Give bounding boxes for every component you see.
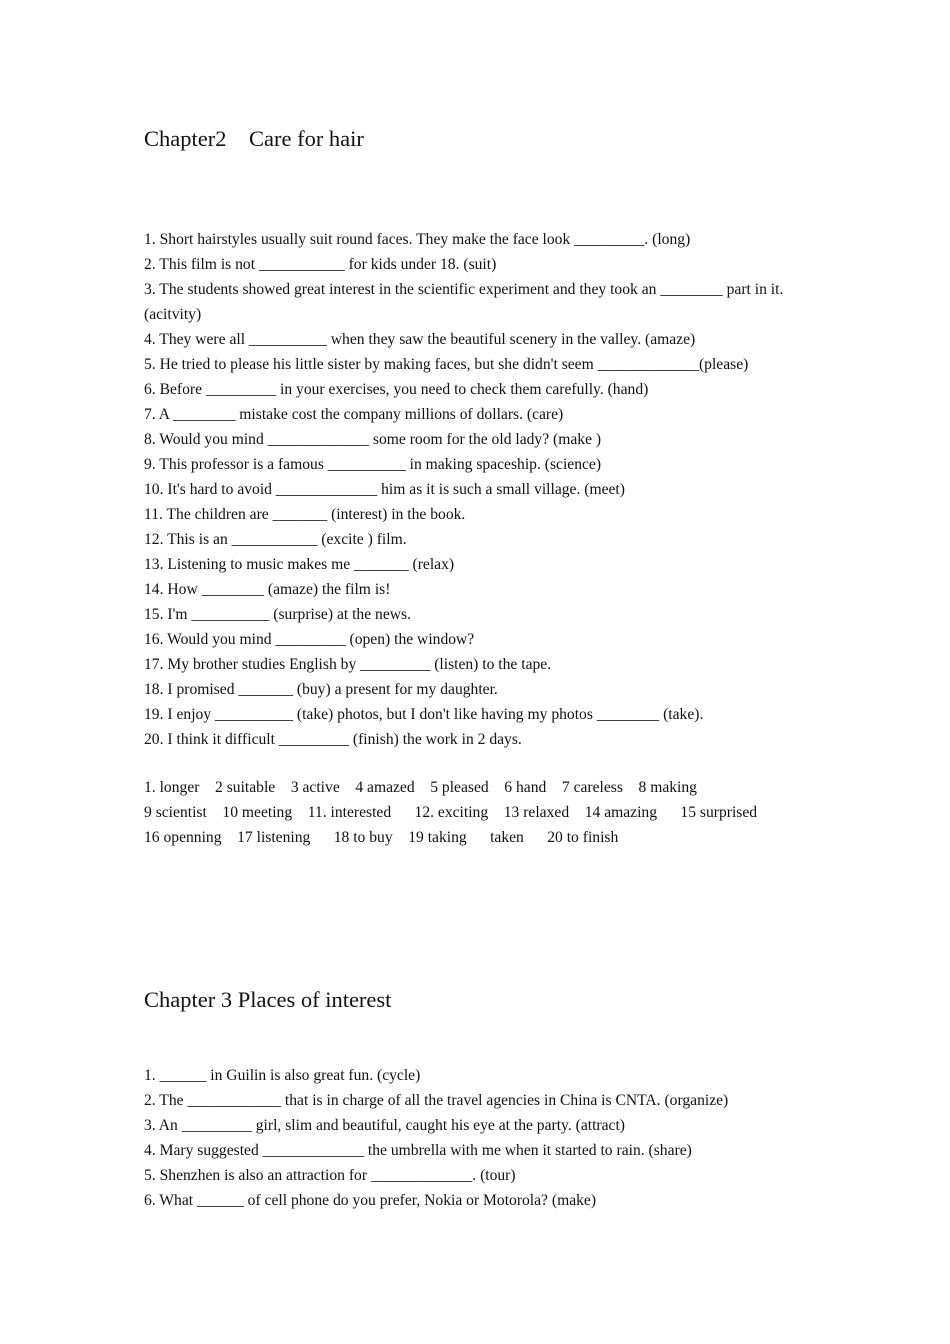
question-item: 5. Shenzhen is also an attraction for _____________. (tour) — [144, 1167, 516, 1184]
question-item: 1. Short hairstyles usually suit round faces. They make the face look _________. (long) — [144, 231, 691, 248]
question-item: 3. The students showed great interest in the scientific experiment and they took an ________ part in it. (acitvity) — [144, 281, 784, 323]
question-item: 6. Before _________ in your exercises, you need to check them carefully. (hand) — [144, 381, 649, 398]
question-item: 17. My brother studies English by _________ (listen) to the tape. — [144, 656, 552, 673]
question-item: 15. I'm __________ (surprise) at the news. — [144, 606, 411, 623]
question-item: 19. I enjoy __________ (take) photos, but I don't like having my photos ________ (take). — [144, 706, 704, 723]
question-item: 2. This film is not ___________ for kids under 18. (suit) — [144, 256, 497, 273]
question-item: 16. Would you mind _________ (open) the window? — [144, 631, 475, 648]
chapter3-question-list — [144, 1063, 824, 1213]
question-item: 4. They were all __________ when they saw the beautiful scenery in the valley. (amaze) — [144, 331, 696, 348]
question-item: 8. Would you mind _____________ some room for the old lady? (make ) — [144, 431, 602, 448]
question-item: 10. It's hard to avoid _____________ him as it is such a small village. (meet) — [144, 481, 625, 498]
question-item: 2. The ____________ that is in charge of all the travel agencies in China is CNTA. (organize) — [144, 1092, 729, 1109]
question-item: 9. This professor is a famous __________ in making spaceship. (science) — [144, 456, 602, 473]
question-item: 6. What ______ of cell phone do you prefer, Nokia or Motorola? (make) — [144, 1192, 597, 1209]
question-item: 14. How ________ (amaze) the film is! — [144, 581, 391, 598]
chapter3-title: Chapter 3 Places of interest — [144, 987, 392, 1012]
question-item: 20. I think it difficult _________ (finish) the work in 2 days. — [144, 731, 522, 748]
question-item: 12. This is an ___________ (excite ) film. — [144, 531, 407, 548]
answer-row: 16 openning 17 listening 18 to buy 19 taking taken 20 to finish — [144, 829, 619, 846]
question-item: 4. Mary suggested _____________ the umbrella with me when it started to rain. (share) — [144, 1142, 692, 1159]
chapter2-answer-key — [144, 775, 824, 850]
question-item: 11. The children are _______ (interest) in the book. — [144, 506, 466, 523]
question-item: 3. An _________ girl, slim and beautiful, caught his eye at the party. (attract) — [144, 1117, 625, 1134]
chapter2-title: Chapter2 Care for hair — [144, 126, 364, 151]
question-item: 1. ______ in Guilin is also great fun. (cycle) — [144, 1067, 421, 1084]
question-item: 7. A ________ mistake cost the company millions of dollars. (care) — [144, 406, 564, 423]
question-item: 5. He tried to please his little sister by making faces, but she didn't seem _____________(please) — [144, 356, 749, 373]
question-item: 18. I promised _______ (buy) a present for my daughter. — [144, 681, 498, 698]
answer-row: 1. longer 2 suitable 3 active 4 amazed 5 pleased 6 hand 7 careless 8 making — [144, 779, 697, 796]
question-item: 13. Listening to music makes me _______ (relax) — [144, 556, 455, 573]
chapter2-question-list — [144, 227, 824, 752]
answer-row: 9 scientist 10 meeting 11. interested 12. exciting 13 relaxed 14 amazing 15 surprised — [144, 804, 758, 821]
